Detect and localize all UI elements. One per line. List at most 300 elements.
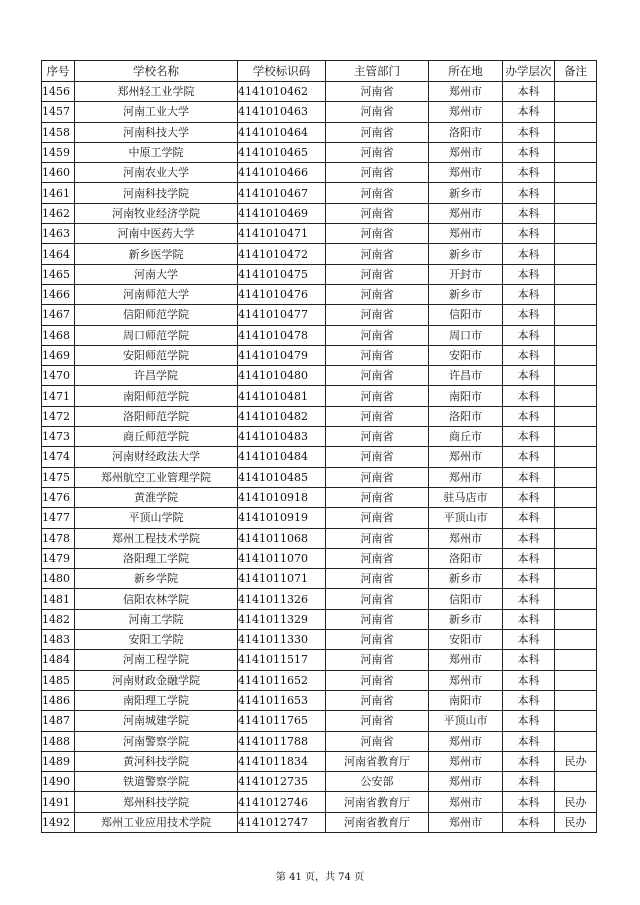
cell-school-code: 4141011330: [238, 630, 326, 650]
cell-department: 河南省: [326, 528, 429, 548]
header-school-code: 学校标识码: [238, 61, 326, 82]
cell-school-code: 4141011834: [238, 751, 326, 771]
cell-school-name: 商丘师范学院: [75, 427, 238, 447]
cell-note: [555, 670, 597, 690]
header-department: 主管部门: [326, 61, 429, 82]
cell-level: 本科: [503, 447, 555, 467]
cell-department: 河南省: [326, 203, 429, 223]
cell-department: 河南省: [326, 569, 429, 589]
cell-seq: 1458: [42, 122, 75, 142]
table-row: [42, 264, 597, 284]
cell-school-name: 河南工业大学: [75, 102, 238, 122]
cell-level: 本科: [503, 284, 555, 304]
cell-level: 本科: [503, 487, 555, 507]
cell-school-code: 4141011329: [238, 609, 326, 629]
cell-seq: 1457: [42, 102, 75, 122]
cell-department: 河南省: [326, 650, 429, 670]
cell-seq: 1489: [42, 751, 75, 771]
cell-school-code: 4141010467: [238, 183, 326, 203]
cell-level: 本科: [503, 386, 555, 406]
cell-level: 本科: [503, 690, 555, 710]
cell-school-name: 河南农业大学: [75, 163, 238, 183]
cell-location: 信阳市: [429, 589, 503, 609]
cell-location: 郑州市: [429, 731, 503, 751]
cell-department: 河南省: [326, 690, 429, 710]
cell-seq: 1492: [42, 812, 75, 832]
cell-location: 郑州市: [429, 467, 503, 487]
cell-location: 新乡市: [429, 183, 503, 203]
cell-location: 新乡市: [429, 569, 503, 589]
cell-note: [555, 690, 597, 710]
cell-note: [555, 711, 597, 731]
cell-school-name: 河南牧业经济学院: [75, 203, 238, 223]
cell-department: 河南省教育厅: [326, 792, 429, 812]
cell-school-code: 4141010471: [238, 224, 326, 244]
cell-school-name: 郑州轻工业学院: [75, 82, 238, 102]
cell-seq: 1474: [42, 447, 75, 467]
cell-note: [555, 366, 597, 386]
cell-school-code: 4141012746: [238, 792, 326, 812]
cell-school-code: 4141010472: [238, 244, 326, 264]
cell-school-name: 新乡学院: [75, 569, 238, 589]
cell-level: 本科: [503, 731, 555, 751]
table-row: [42, 812, 597, 832]
cell-level: 本科: [503, 772, 555, 792]
cell-school-name: 南阳师范学院: [75, 386, 238, 406]
cell-school-name: 中原工学院: [75, 142, 238, 162]
cell-department: 河南省: [326, 82, 429, 102]
cell-location: 新乡市: [429, 284, 503, 304]
cell-location: 新乡市: [429, 609, 503, 629]
table-row: [42, 467, 597, 487]
cell-school-name: 安阳工学院: [75, 630, 238, 650]
cell-seq: 1470: [42, 366, 75, 386]
cell-department: 河南省: [326, 731, 429, 751]
cell-department: 河南省: [326, 183, 429, 203]
table-row: [42, 386, 597, 406]
cell-note: 民办: [555, 792, 597, 812]
cell-school-code: 4141010483: [238, 427, 326, 447]
table-row: [42, 122, 597, 142]
cell-note: [555, 406, 597, 426]
cell-location: 周口市: [429, 325, 503, 345]
cell-location: 郑州市: [429, 102, 503, 122]
cell-note: [555, 122, 597, 142]
cell-school-name: 黄河科技学院: [75, 751, 238, 771]
cell-school-name: 平顶山学院: [75, 508, 238, 528]
cell-level: 本科: [503, 711, 555, 731]
cell-location: 驻马店市: [429, 487, 503, 507]
cell-level: 本科: [503, 609, 555, 629]
cell-seq: 1464: [42, 244, 75, 264]
cell-location: 郑州市: [429, 528, 503, 548]
header-level: 办学层次: [503, 61, 555, 82]
cell-location: 许昌市: [429, 366, 503, 386]
cell-school-name: 河南财经政法大学: [75, 447, 238, 467]
cell-school-code: 4141011070: [238, 548, 326, 568]
cell-school-name: 河南师范大学: [75, 284, 238, 304]
cell-school-code: 4141010479: [238, 345, 326, 365]
table-header-row: [42, 61, 597, 82]
cell-school-name: 铁道警察学院: [75, 772, 238, 792]
table-row: [42, 406, 597, 426]
cell-school-name: 郑州工程技术学院: [75, 528, 238, 548]
cell-location: 郑州市: [429, 772, 503, 792]
cell-level: 本科: [503, 548, 555, 568]
cell-school-code: 4141010466: [238, 163, 326, 183]
table-row: [42, 244, 597, 264]
cell-level: 本科: [503, 650, 555, 670]
cell-department: 河南省: [326, 711, 429, 731]
table-row: [42, 82, 597, 102]
cell-level: 本科: [503, 589, 555, 609]
table-row: [42, 609, 597, 629]
table-row: [42, 528, 597, 548]
cell-location: 安阳市: [429, 630, 503, 650]
cell-note: 民办: [555, 751, 597, 771]
cell-level: 本科: [503, 264, 555, 284]
cell-school-code: 4141010478: [238, 325, 326, 345]
table-row: [42, 670, 597, 690]
cell-level: 本科: [503, 183, 555, 203]
table-row: [42, 183, 597, 203]
cell-seq: 1478: [42, 528, 75, 548]
cell-location: 信阳市: [429, 305, 503, 325]
cell-school-code: 4141010481: [238, 386, 326, 406]
cell-school-code: 4141010484: [238, 447, 326, 467]
table-row: [42, 589, 597, 609]
cell-note: [555, 102, 597, 122]
cell-school-name: 郑州工业应用技术学院: [75, 812, 238, 832]
cell-seq: 1486: [42, 690, 75, 710]
cell-note: [555, 82, 597, 102]
cell-level: 本科: [503, 751, 555, 771]
cell-level: 本科: [503, 569, 555, 589]
cell-school-code: 4141010469: [238, 203, 326, 223]
cell-school-code: 4141010482: [238, 406, 326, 426]
cell-location: 洛阳市: [429, 548, 503, 568]
cell-seq: 1487: [42, 711, 75, 731]
cell-note: [555, 224, 597, 244]
cell-location: 平顶山市: [429, 508, 503, 528]
cell-school-code: 4141012735: [238, 772, 326, 792]
cell-seq: 1485: [42, 670, 75, 690]
cell-note: [555, 528, 597, 548]
cell-department: 河南省: [326, 609, 429, 629]
cell-seq: 1491: [42, 792, 75, 812]
cell-department: 河南省: [326, 224, 429, 244]
cell-department: 河南省: [326, 142, 429, 162]
cell-location: 郑州市: [429, 792, 503, 812]
table-row: [42, 751, 597, 771]
table-row: [42, 163, 597, 183]
cell-location: 安阳市: [429, 345, 503, 365]
cell-department: 河南省教育厅: [326, 812, 429, 832]
cell-location: 郑州市: [429, 142, 503, 162]
cell-school-code: 4141010480: [238, 366, 326, 386]
cell-school-name: 洛阳师范学院: [75, 406, 238, 426]
cell-school-name: 郑州科技学院: [75, 792, 238, 812]
cell-location: 郑州市: [429, 163, 503, 183]
cell-location: 开封市: [429, 264, 503, 284]
cell-department: 河南省: [326, 589, 429, 609]
cell-location: 商丘市: [429, 427, 503, 447]
cell-school-code: 4141010465: [238, 142, 326, 162]
cell-seq: 1468: [42, 325, 75, 345]
cell-level: 本科: [503, 82, 555, 102]
cell-level: 本科: [503, 812, 555, 832]
cell-department: 河南省: [326, 244, 429, 264]
cell-level: 本科: [503, 406, 555, 426]
cell-seq: 1469: [42, 345, 75, 365]
cell-department: 河南省: [326, 284, 429, 304]
table-row: [42, 690, 597, 710]
cell-department: 河南省: [326, 406, 429, 426]
cell-note: 民办: [555, 812, 597, 832]
cell-seq: 1475: [42, 467, 75, 487]
table-row: [42, 102, 597, 122]
cell-seq: 1473: [42, 427, 75, 447]
cell-seq: 1477: [42, 508, 75, 528]
cell-note: [555, 142, 597, 162]
cell-location: 郑州市: [429, 751, 503, 771]
cell-level: 本科: [503, 630, 555, 650]
cell-note: [555, 772, 597, 792]
cell-note: [555, 305, 597, 325]
cell-department: 河南省: [326, 163, 429, 183]
header-seq: 序号: [42, 61, 75, 82]
table-row: [42, 569, 597, 589]
cell-location: 郑州市: [429, 203, 503, 223]
cell-school-code: 4141011517: [238, 650, 326, 670]
cell-school-code: 4141010918: [238, 487, 326, 507]
cell-level: 本科: [503, 467, 555, 487]
cell-department: 河南省: [326, 325, 429, 345]
cell-location: 平顶山市: [429, 711, 503, 731]
cell-school-name: 信阳农林学院: [75, 589, 238, 609]
cell-school-name: 河南工学院: [75, 609, 238, 629]
cell-department: 河南省: [326, 122, 429, 142]
cell-seq: 1467: [42, 305, 75, 325]
cell-school-name: 河南中医药大学: [75, 224, 238, 244]
cell-department: 河南省: [326, 102, 429, 122]
cell-level: 本科: [503, 224, 555, 244]
cell-school-code: 4141011653: [238, 690, 326, 710]
table-row: [42, 650, 597, 670]
cell-location: 郑州市: [429, 447, 503, 467]
cell-level: 本科: [503, 345, 555, 365]
cell-note: [555, 467, 597, 487]
table-row: [42, 447, 597, 467]
cell-seq: 1484: [42, 650, 75, 670]
table-row: [42, 284, 597, 304]
table-row: [42, 508, 597, 528]
cell-location: 郑州市: [429, 670, 503, 690]
table-row: [42, 792, 597, 812]
cell-level: 本科: [503, 325, 555, 345]
table-row: [42, 142, 597, 162]
table-row: [42, 325, 597, 345]
cell-seq: 1461: [42, 183, 75, 203]
table-row: [42, 548, 597, 568]
cell-school-name: 河南科技大学: [75, 122, 238, 142]
school-list-table: [41, 60, 597, 833]
cell-note: [555, 650, 597, 670]
cell-location: 郑州市: [429, 224, 503, 244]
table-row: [42, 224, 597, 244]
cell-school-name: 周口师范学院: [75, 325, 238, 345]
cell-seq: 1476: [42, 487, 75, 507]
cell-school-code: 4141011068: [238, 528, 326, 548]
cell-seq: 1471: [42, 386, 75, 406]
cell-level: 本科: [503, 122, 555, 142]
table-row: [42, 487, 597, 507]
table-row: [42, 366, 597, 386]
cell-note: [555, 183, 597, 203]
cell-seq: 1460: [42, 163, 75, 183]
cell-department: 河南省教育厅: [326, 751, 429, 771]
cell-school-name: 河南城建学院: [75, 711, 238, 731]
cell-level: 本科: [503, 142, 555, 162]
cell-location: 郑州市: [429, 650, 503, 670]
cell-school-code: 4141012747: [238, 812, 326, 832]
cell-level: 本科: [503, 244, 555, 264]
cell-department: 河南省: [326, 508, 429, 528]
cell-level: 本科: [503, 305, 555, 325]
cell-school-code: 4141010476: [238, 284, 326, 304]
cell-note: [555, 325, 597, 345]
cell-seq: 1466: [42, 284, 75, 304]
cell-location: 郑州市: [429, 812, 503, 832]
cell-school-code: 4141010463: [238, 102, 326, 122]
cell-note: [555, 569, 597, 589]
cell-level: 本科: [503, 528, 555, 548]
cell-school-name: 新乡医学院: [75, 244, 238, 264]
cell-level: 本科: [503, 670, 555, 690]
table-row: [42, 427, 597, 447]
cell-school-name: 黄淮学院: [75, 487, 238, 507]
cell-department: 河南省: [326, 548, 429, 568]
cell-school-name: 郑州航空工业管理学院: [75, 467, 238, 487]
cell-level: 本科: [503, 102, 555, 122]
table-row: [42, 345, 597, 365]
table-row: [42, 630, 597, 650]
cell-department: 河南省: [326, 386, 429, 406]
cell-school-code: 4141011326: [238, 589, 326, 609]
cell-note: [555, 284, 597, 304]
cell-note: [555, 609, 597, 629]
cell-level: 本科: [503, 366, 555, 386]
cell-school-code: 4141011765: [238, 711, 326, 731]
header-school-name: 学校名称: [75, 61, 238, 82]
cell-seq: 1456: [42, 82, 75, 102]
cell-department: 河南省: [326, 427, 429, 447]
cell-level: 本科: [503, 427, 555, 447]
cell-seq: 1490: [42, 772, 75, 792]
cell-school-name: 安阳师范学院: [75, 345, 238, 365]
cell-seq: 1481: [42, 589, 75, 609]
cell-location: 新乡市: [429, 244, 503, 264]
header-note: 备注: [555, 61, 597, 82]
cell-school-name: 河南科技学院: [75, 183, 238, 203]
cell-level: 本科: [503, 163, 555, 183]
table-row: [42, 305, 597, 325]
cell-location: 洛阳市: [429, 406, 503, 426]
cell-school-name: 许昌学院: [75, 366, 238, 386]
cell-school-name: 河南警察学院: [75, 731, 238, 751]
cell-location: 洛阳市: [429, 122, 503, 142]
cell-department: 河南省: [326, 345, 429, 365]
cell-school-code: 4141010464: [238, 122, 326, 142]
cell-department: 河南省: [326, 447, 429, 467]
cell-school-code: 4141010919: [238, 508, 326, 528]
cell-school-code: 4141011652: [238, 670, 326, 690]
cell-note: [555, 589, 597, 609]
cell-school-name: 河南工程学院: [75, 650, 238, 670]
cell-note: [555, 630, 597, 650]
table-row: [42, 731, 597, 751]
cell-school-code: 4141011788: [238, 731, 326, 751]
cell-school-name: 信阳师范学院: [75, 305, 238, 325]
cell-school-code: 4141010477: [238, 305, 326, 325]
table-row: [42, 203, 597, 223]
cell-seq: 1459: [42, 142, 75, 162]
cell-note: [555, 264, 597, 284]
cell-seq: 1463: [42, 224, 75, 244]
cell-location: 南阳市: [429, 690, 503, 710]
cell-seq: 1462: [42, 203, 75, 223]
cell-department: 河南省: [326, 264, 429, 284]
cell-department: 公安部: [326, 772, 429, 792]
cell-department: 河南省: [326, 487, 429, 507]
cell-department: 河南省: [326, 467, 429, 487]
cell-note: [555, 731, 597, 751]
cell-seq: 1472: [42, 406, 75, 426]
cell-department: 河南省: [326, 366, 429, 386]
cell-department: 河南省: [326, 305, 429, 325]
cell-school-name: 洛阳理工学院: [75, 548, 238, 568]
cell-location: 郑州市: [429, 82, 503, 102]
header-location: 所在地: [429, 61, 503, 82]
cell-department: 河南省: [326, 670, 429, 690]
cell-school-code: 4141010475: [238, 264, 326, 284]
cell-level: 本科: [503, 203, 555, 223]
cell-school-name: 河南财政金融学院: [75, 670, 238, 690]
cell-note: [555, 244, 597, 264]
cell-school-code: 4141011071: [238, 569, 326, 589]
cell-seq: 1480: [42, 569, 75, 589]
cell-note: [555, 447, 597, 467]
cell-seq: 1482: [42, 609, 75, 629]
cell-department: 河南省: [326, 630, 429, 650]
cell-note: [555, 548, 597, 568]
table-row: [42, 711, 597, 731]
cell-seq: 1465: [42, 264, 75, 284]
cell-seq: 1488: [42, 731, 75, 751]
cell-school-code: 4141010485: [238, 467, 326, 487]
cell-note: [555, 487, 597, 507]
cell-note: [555, 386, 597, 406]
cell-note: [555, 203, 597, 223]
cell-level: 本科: [503, 508, 555, 528]
cell-school-name: 河南大学: [75, 264, 238, 284]
cell-note: [555, 427, 597, 447]
cell-seq: 1479: [42, 548, 75, 568]
cell-school-name: 南阳理工学院: [75, 690, 238, 710]
cell-note: [555, 163, 597, 183]
cell-note: [555, 508, 597, 528]
table-row: [42, 772, 597, 792]
